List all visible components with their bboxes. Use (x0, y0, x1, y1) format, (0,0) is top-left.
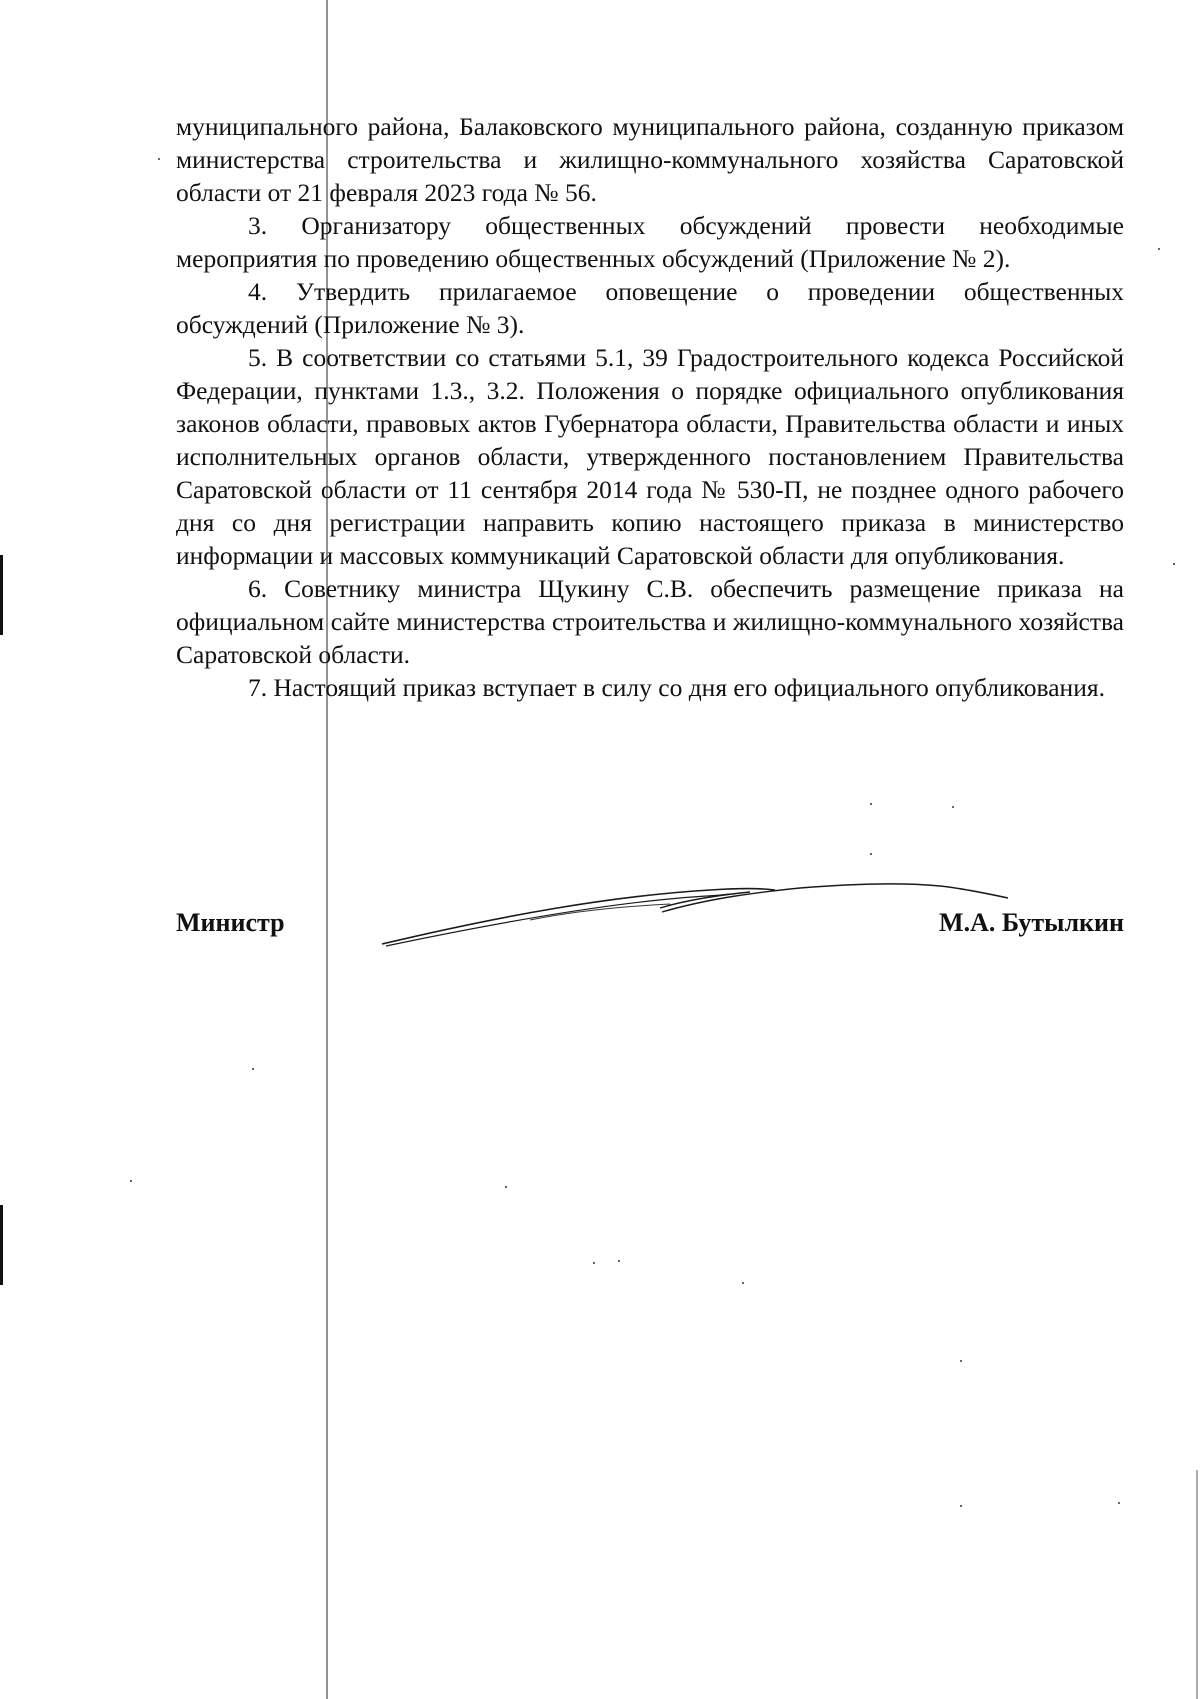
document-body (176, 110, 1124, 704)
scan-speck (505, 1186, 507, 1188)
scan-edge-mark (0, 555, 3, 635)
scan-speck (252, 1068, 254, 1070)
signature-block (176, 908, 1124, 948)
signer-title: Министр (176, 908, 285, 937)
scan-speck (870, 853, 872, 855)
paragraph-item-4: 4. Утвердить прилагаемое оповещение о проведении общественных обсуждений (Приложение № 3). (176, 277, 1124, 339)
scan-edge-mark (0, 1205, 3, 1285)
signer-name: М.А. Бутылкин (939, 908, 1124, 937)
scan-speck (593, 1262, 595, 1264)
scan-speck (742, 1282, 744, 1284)
scan-speck (1118, 1502, 1120, 1504)
scan-edge-mark (1196, 1470, 1198, 1699)
scan-speck (130, 1180, 132, 1182)
scan-speck (960, 1505, 962, 1507)
paragraph-item-6: 6. Советнику министра Щукину С.В. обеспечить размещение приказа на официальном сайте министерства строительства и жилищно-коммунального хозяйства Саратовской области. (176, 574, 1124, 669)
scan-speck (952, 806, 954, 808)
paragraph-item-3: 3. Организатору общественных обсуждений провести необходимые мероприятия по проведению общественных обсуждений (Приложение № 2). (176, 211, 1124, 273)
paragraph-item-5: 5. В соответствии со статьями 5.1, 39 Градостроительного кодекса Российской Федерации, пунктами 1.3., 3.2. Положения о порядке официального опубликования законов области, правовых актов Губернатора области, Правительства области и иных исполнительных органов области, утвержденного постановлением Правительства Саратовской области от 11 сентября 2014 года № 530-П, не позднее одного рабочего дня со дня регистрации направить копию настоящего приказа в министерство информации и массовых коммуникаций Саратовской области для опубликования. (176, 343, 1124, 570)
scan-speck (158, 158, 160, 160)
paragraph-item-7: 7. Настоящий приказ вступает в силу со дня его официального опубликования. (248, 673, 1105, 702)
scan-speck (960, 1360, 962, 1362)
scan-speck (870, 803, 872, 805)
paragraph-continuation: муниципального района, Балаковского муниципального района, созданную приказом министерства строительства и жилищно-коммунального хозяйства Саратовской области от 21 февраля 2023 года № 56. (176, 112, 1124, 207)
scan-speck (1173, 563, 1175, 565)
scan-speck (1158, 248, 1160, 250)
scan-speck (618, 1260, 620, 1262)
